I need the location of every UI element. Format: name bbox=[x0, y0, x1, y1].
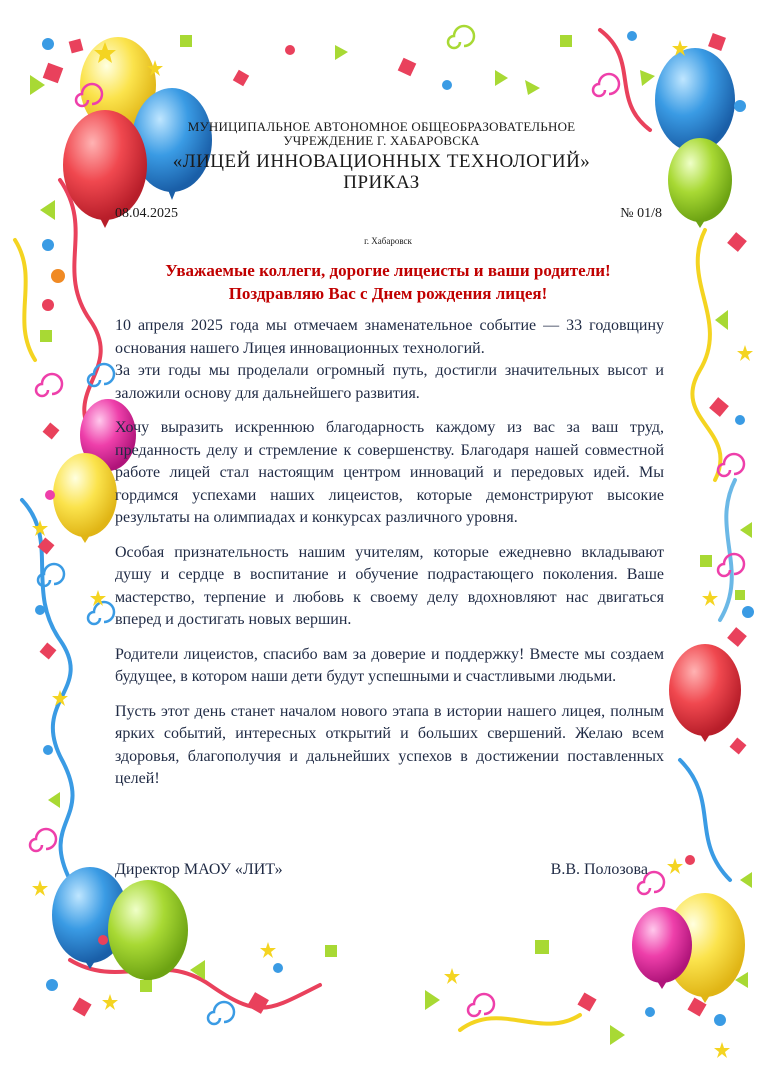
paragraph-2: Хочу выразить искреннюю благодарность каждому из вас за ваш труд, преданность делу и стремление к совершенству. Благодаря нашей совместной работе лицей стал настоящим центром инноваций и передовых идей. Мы гордимся успехами наших лицеистов, которые демонстрируют высокие результаты на олимпиадах и конкурсах различного уровня. bbox=[115, 419, 664, 526]
school-name: «ЛИЦЕЙ ИННОВАЦИОННЫХ ТЕХНОЛОГИЙ» bbox=[172, 151, 591, 172]
document-type: ПРИКАЗ bbox=[343, 172, 420, 193]
greeting-line1: Уважаемые коллеги, дорогие лицеисты и ваши родители! bbox=[165, 261, 611, 280]
city: г. Хабаровск bbox=[364, 236, 412, 246]
letter-body bbox=[115, 315, 664, 791]
paragraph-3: Особая признательность нашим учителям, которые ежедневно вкладывают душу и сердце в воспитание и обучение подрастающего поколения. Ваше мастерство, терпение и любовь к своему делу вдохновляют нас двигаться вперед и достигать новых вершин. bbox=[115, 543, 664, 628]
signature-position: Директор МАОУ «ЛИТ» bbox=[115, 861, 283, 878]
order-date: 08.04.2025 bbox=[115, 206, 178, 221]
paragraph-1a: 10 апреля 2025 года мы отмечаем знаменательное событие — 33 годовщину основания нашего Лицея инновационных технологий. bbox=[115, 317, 664, 357]
org-name-line2: УЧРЕЖДЕНИЕ Г. ХАБАРОВСКА bbox=[283, 133, 480, 148]
paragraph-1b: За эти годы мы проделали огромный путь, достигли значительных высот и заложили основу для дальнейшего развития. bbox=[115, 362, 664, 402]
org-name-line1: МУНИЦИПАЛЬНОЕ АВТОНОМНОЕ ОБЩЕОБРАЗОВАТЕЛЬНОЕ bbox=[187, 119, 576, 134]
greeting-line2: Поздравляю Вас с Днем рождения лицея! bbox=[228, 284, 548, 303]
signature-name: В.В. Полозова bbox=[550, 861, 648, 878]
order-number: № 01/8 bbox=[620, 206, 662, 221]
paragraph-4: Родители лицеистов, спасибо вам за доверие и поддержку! Вместе мы создаем будущее, в котором наши дети будут успешными и счастливыми людьми. bbox=[115, 645, 664, 685]
paragraph-5: Пусть этот день станет началом нового этапа в истории нашего лицея, полным ярких событий, интересных открытий и больших свершений. Желаю всем здоровья, благополучия и дальнейших успехов в достижении поставленных целей! bbox=[115, 702, 664, 787]
